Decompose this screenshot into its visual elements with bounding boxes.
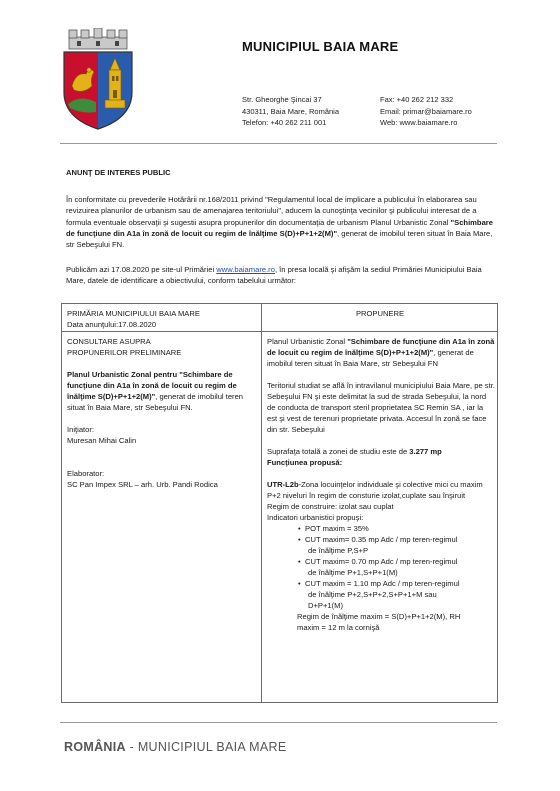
table-header-right: PROPUNERE <box>355 309 405 318</box>
indicator-cut3-regime: de înălţime P+2,S+P+2,S+P+1+M sau <box>308 590 437 599</box>
list-item <box>305 556 495 578</box>
consultation-heading-2: PROPUNERILOR PRELIMINARE <box>67 348 182 357</box>
indicator-pot: POT maxim = 35% <box>305 524 369 533</box>
address-street: Str. Gheorghe Şincai 37 <box>242 95 322 104</box>
indicator-cut1-regime: de înălţime P,S+P <box>308 546 369 555</box>
coat-of-arms <box>60 28 136 132</box>
contact-address-block <box>242 94 339 129</box>
right-plan-title: "Schimbare de funcţiune din A1a în zonă de locuit cu regim de înălţime S(D)+P+1+2(M)" <box>267 337 495 357</box>
website-link[interactable]: www.baiamare.ro <box>216 265 275 274</box>
elaborator-name: SC Pan Impex SRL – arh. Urb. Pandi Rodica <box>67 480 218 489</box>
indicator-cut2-regime: de înălţime P+1,S+P+1(M) <box>308 568 398 577</box>
mural-crown-icon <box>69 28 127 49</box>
height-max: maxim = 12 m la cornişă <box>297 623 380 632</box>
table-column-divider <box>261 304 262 702</box>
initiator-label: Iniţiator: <box>67 425 95 434</box>
construction-regime: Regim de construire: izolat sau cuplat <box>267 502 394 511</box>
indicator-cut2: CUT maxim= 0.70 mp Adc / mp teren-regimul <box>305 557 458 566</box>
proposal-table <box>61 303 498 703</box>
fax-number: Fax: +40 262 212 332 <box>380 95 454 104</box>
list-item <box>305 578 495 611</box>
footer-municipality: - MUNICIPIUL BAIA MARE <box>125 740 287 754</box>
notice-p1-plan-title: "Schimbare de funcţiune din A1a în zonă de locuit cu regim de înălţime S(D)+P+1+2(M)" <box>66 217 493 238</box>
footer-divider <box>60 722 497 723</box>
notice-paragraph-2 <box>66 264 498 287</box>
contact-online-block <box>380 94 472 129</box>
notice-p1-text-b: , generat de imobilul teren situat în Baia Mare, str Sebeşului FN. <box>66 228 493 250</box>
territory-description: Teritoriul studiat se află în intravilanul municipiului Baia Mare, pe str. Sebeşului FN şi este delimitat la sud de strada Sebeşului, la nord de conducta de transport steril proprietatea SC Remin SA , iar la est şi vest de terenuri proprietate privata. Accesul în zonă se face din str. Sebeşului <box>267 381 495 434</box>
page-footer <box>64 740 286 754</box>
address-city: 430311, Baia Mare, România <box>242 106 340 116</box>
study-area-text: Suprafaţa totală a zonei de studiu este de <box>267 447 410 456</box>
table-header-divider <box>62 331 497 332</box>
indicator-cut3: CUT maxim = 1.10 mp Adc / mp teren-regimul <box>305 579 460 588</box>
indicator-list <box>305 523 495 611</box>
list-item <box>305 534 495 556</box>
utr-code: UTR-L2b <box>267 480 299 489</box>
right-plan-location: , generat de imobilul teren situat în Baia Mare, str Sebeşului FN <box>267 348 474 368</box>
height-regime: Regim de înălţime maxim = S(D)+P+1+2(M), RH <box>297 612 461 621</box>
left-plan-title: Planul Urbanistic Zonal pentru "Schimbare de funcţiune din A1a în zonă de locuit cu regim de înălţime S(D)+P+1+2(M)" <box>67 370 237 401</box>
table-cell-left <box>67 336 257 490</box>
website-address: Web: www.baiamare.ro <box>380 118 458 127</box>
study-area-value: 3.277 mp <box>409 447 442 456</box>
right-plan-description <box>267 336 495 369</box>
announcement-date: Data anunţului:17.08.2020 <box>67 320 157 329</box>
header-divider <box>60 143 497 144</box>
notice-p2-text-b: , în presa locală şi afişăm la sediul Primăriei Municipiului Baia Mare, datele de identificare a obiectivului, conform tabelului următor: <box>66 265 482 286</box>
footer-country: ROMÂNIA <box>64 740 126 754</box>
notice-p1-text-a: În conformitate cu prevederile Hotărârii nr.168/2011 privind "Regulamentul local de implicare a publicului în elaborarea sau revizuirea planurilor de urbanism sau de amenajarea teritoriului", aducem la cunoştinţa vecinilor şi publicului interesat de a formula eventuale observaţii şi sugestii asupra propunerilor din documentaţia de urbanism Planul Urbanistic Zonal <box>66 195 477 227</box>
indicator-cut1: CUT maxim= 0.35 mp Adc / mp teren-regimul <box>305 535 458 544</box>
right-plan-intro: Planul Urbanistic Zonal <box>267 337 348 346</box>
utr-text: -Zona locuinţelor individuale şi colective mici cu maxim P+2 niveluri în regim de consturie izolat,cuplate sau înşiruit <box>267 480 483 500</box>
list-item <box>305 523 495 534</box>
study-area <box>267 446 495 457</box>
elaborator-label: Elaborator: <box>67 469 105 478</box>
email-address: Email: primar@baiamare.ro <box>380 106 472 116</box>
initiator-name: Muresan Mihai Calin <box>67 436 137 445</box>
notice-paragraph-1 <box>66 194 498 250</box>
indicator-cut3-regime-alt: D+P+1(M) <box>308 601 344 610</box>
notice-p2-text-a: Publicăm azi 17.08.2020 pe site-ul Primăriei <box>66 265 217 274</box>
left-plan-description <box>67 369 257 413</box>
consultation-heading-1: CONSULTARE ASUPRA <box>67 337 151 346</box>
institution-name: PRIMĂRIA MUNICIPIULUI BAIA MARE <box>67 309 200 318</box>
indicators-label: Indicatori urbanistici propuşi: <box>267 513 364 522</box>
table-header-left <box>67 308 257 330</box>
notice-title: ANUNŢ DE INTERES PUBLIC <box>66 168 171 177</box>
page-title: MUNICIPIUL BAIA MARE <box>242 39 399 54</box>
phone-number: Telefon: +40 262 211 001 <box>242 118 327 127</box>
left-plan-location: , generat de imobilul teren situat în Baia Mare, str Sebeşului FN. <box>67 392 244 412</box>
utr-description <box>267 479 495 501</box>
table-cell-right <box>267 336 495 633</box>
proposed-function-label: Funcţiunea propusă: <box>267 458 343 467</box>
